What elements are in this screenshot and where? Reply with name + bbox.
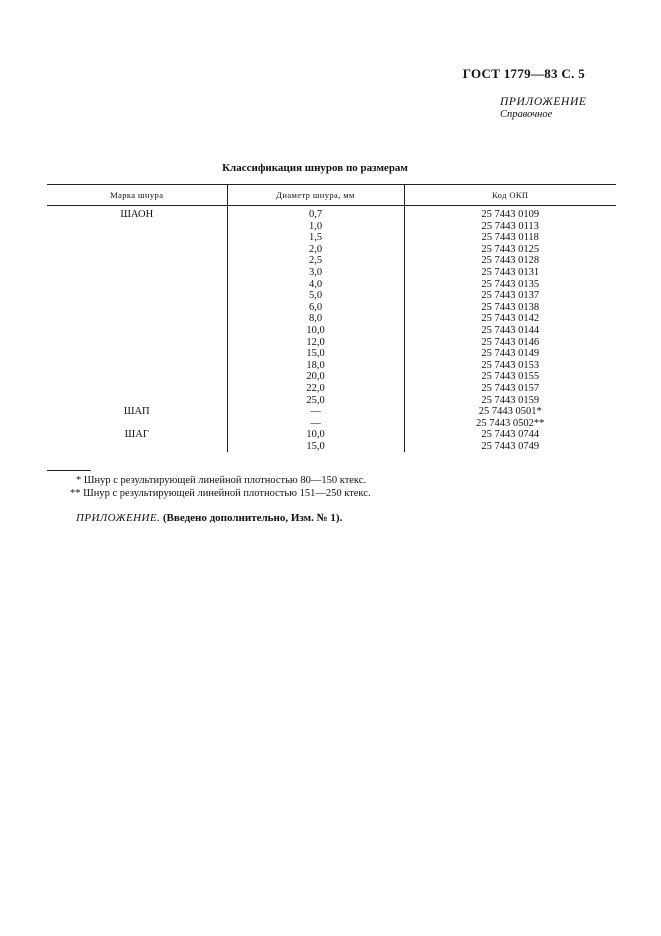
cell-okp-code: 25 7443 0109 xyxy=(404,206,616,221)
footnote-rule xyxy=(47,470,91,471)
cell-okp-code: 25 7443 0113 xyxy=(404,221,616,233)
cell-brand xyxy=(47,290,227,302)
cell-diameter: 25,0 xyxy=(227,395,404,407)
cell-diameter: 1,0 xyxy=(227,221,404,233)
cell-okp-code: 25 7443 0142 xyxy=(404,313,616,325)
cell-brand xyxy=(47,255,227,267)
cell-brand xyxy=(47,371,227,383)
classification-table xyxy=(47,184,616,452)
cell-diameter: 18,0 xyxy=(227,360,404,372)
table-row xyxy=(47,221,616,233)
cell-okp-code: 25 7443 0118 xyxy=(404,232,616,244)
table-row xyxy=(47,267,616,279)
cell-diameter: 15,0 xyxy=(227,348,404,360)
cell-okp-code: 25 7443 0125 xyxy=(404,244,616,256)
column-header-brand: Марка шнура xyxy=(47,185,227,206)
cell-brand xyxy=(47,267,227,279)
cell-brand xyxy=(47,313,227,325)
cell-okp-code: 25 7443 0501* xyxy=(404,406,616,418)
cell-okp-code: 25 7443 0135 xyxy=(404,279,616,291)
appendix-label: ПРИЛОЖЕНИЕ xyxy=(500,96,587,108)
cell-brand: ШАОН xyxy=(120,209,154,220)
cell-okp-code: 25 7443 0128 xyxy=(404,255,616,267)
table-row xyxy=(47,348,616,360)
footnote-1: * Шнур с результирующей линейной плотностью 80—150 ктекс. xyxy=(76,475,367,486)
cell-diameter: 3,0 xyxy=(227,267,404,279)
cell-okp-code: 25 7443 0744 xyxy=(404,429,616,441)
table-row xyxy=(47,206,616,221)
footer-note-text: (Введено дополнительно, Изм. № 1). xyxy=(162,512,343,524)
cell-diameter: 4,0 xyxy=(227,279,404,291)
table-row xyxy=(47,244,616,256)
table-row xyxy=(47,337,616,349)
table-row xyxy=(47,255,616,267)
table-row xyxy=(47,279,616,291)
cell-okp-code: 25 7443 0138 xyxy=(404,302,616,314)
cell-diameter: 1,5 xyxy=(227,232,404,244)
table-body xyxy=(47,206,616,453)
cell-okp-code: 25 7443 0502** xyxy=(404,418,616,430)
appendix-type: Справочное xyxy=(500,109,553,120)
cell-diameter: 22,0 xyxy=(227,383,404,395)
cell-brand xyxy=(47,418,227,430)
table-row xyxy=(47,325,616,337)
cell-brand xyxy=(47,348,227,360)
cell-diameter: 8,0 xyxy=(227,313,404,325)
cell-brand: ШАГ xyxy=(124,429,149,441)
cell-diameter: 10,0 xyxy=(227,325,404,337)
cell-okp-code: 25 7443 0155 xyxy=(404,371,616,383)
cell-okp-code: 25 7443 0157 xyxy=(404,383,616,395)
cell-diameter: 6,0 xyxy=(227,302,404,314)
cell-diameter: — xyxy=(227,418,404,430)
cell-brand xyxy=(47,383,227,395)
cell-diameter: 5,0 xyxy=(227,290,404,302)
cell-diameter: — xyxy=(227,406,404,418)
cell-brand xyxy=(47,395,227,407)
table-row xyxy=(47,406,616,418)
table-row xyxy=(47,383,616,395)
cell-okp-code: 25 7443 0159 xyxy=(404,395,616,407)
cell-okp-code: 25 7443 0131 xyxy=(404,267,616,279)
cell-diameter: 0,7 xyxy=(227,206,404,221)
cell-diameter: 12,0 xyxy=(227,337,404,349)
table-row xyxy=(47,302,616,314)
cell-okp-code: 25 7443 0146 xyxy=(404,337,616,349)
cell-okp-code: 25 7443 0137 xyxy=(404,290,616,302)
cell-okp-code: 25 7443 0749 xyxy=(404,441,616,453)
table-row xyxy=(47,371,616,383)
table-header-row xyxy=(47,185,616,206)
cell-diameter: 2,0 xyxy=(227,244,404,256)
table-row xyxy=(47,313,616,325)
cell-brand: ШАП xyxy=(123,406,150,418)
page-header: ГОСТ 1779—83 С. 5 xyxy=(462,66,585,81)
cell-brand xyxy=(47,244,227,256)
column-header-diameter: Диаметр шнура, мм xyxy=(227,185,404,206)
footnote-2: ** Шнур с результирующей линейной плотностью 151—250 ктекс. xyxy=(70,488,371,499)
cell-brand xyxy=(47,337,227,349)
table-row xyxy=(47,429,616,441)
cell-diameter: 15,0 xyxy=(227,441,404,453)
cell-brand xyxy=(47,232,227,244)
cell-brand xyxy=(47,279,227,291)
cell-diameter: 2,5 xyxy=(227,255,404,267)
column-header-okp-code: Код ОКП xyxy=(404,185,616,206)
table-title: Классификация шнуров по размерам xyxy=(222,162,408,174)
footer-note xyxy=(76,512,342,524)
cell-brand xyxy=(47,360,227,372)
cell-okp-code: 25 7443 0153 xyxy=(404,360,616,372)
cell-diameter: 20,0 xyxy=(227,371,404,383)
cell-brand xyxy=(47,221,227,233)
cell-okp-code: 25 7443 0149 xyxy=(404,348,616,360)
table-row xyxy=(47,441,616,453)
cell-brand xyxy=(47,441,227,453)
footer-note-label: ПРИЛОЖЕНИЕ. xyxy=(76,512,161,524)
table-row xyxy=(47,395,616,407)
table-row xyxy=(47,418,616,430)
table-row xyxy=(47,290,616,302)
cell-diameter: 10,0 xyxy=(227,429,404,441)
table-row xyxy=(47,232,616,244)
cell-okp-code: 25 7443 0144 xyxy=(404,325,616,337)
cell-brand xyxy=(47,325,227,337)
cell-brand xyxy=(47,302,227,314)
table-row xyxy=(47,360,616,372)
